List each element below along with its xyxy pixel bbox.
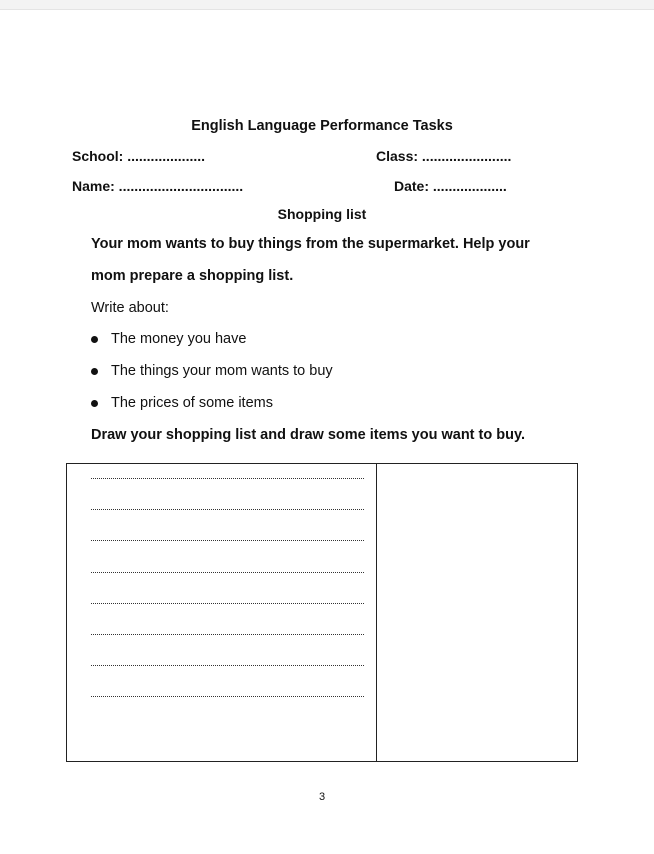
draw-instruction: Draw your shopping list and draw some items you want to buy. [91, 427, 525, 443]
bullet-list [91, 330, 333, 426]
list-item [91, 394, 333, 426]
writing-line[interactable] [91, 665, 364, 666]
section-subtitle: Shopping list [277, 206, 367, 222]
writing-line[interactable] [91, 634, 364, 635]
write-about-label: Write about: [91, 300, 169, 316]
class-field: Class: ....................... [376, 148, 512, 164]
instruction-line-2: mom prepare a shopping list. [91, 268, 294, 284]
name-field: Name: ................................ [72, 178, 244, 194]
bullet-dot-icon [91, 368, 98, 375]
writing-line[interactable] [91, 572, 364, 573]
bullet-dot-icon [91, 400, 98, 407]
page-top-edge [0, 0, 654, 10]
writing-line[interactable] [91, 696, 364, 697]
school-field: School: .................... [72, 148, 206, 164]
list-item [91, 362, 333, 394]
bullet-text: The prices of some items [111, 395, 273, 411]
bullet-text: The things your mom wants to buy [111, 363, 333, 379]
page-number: 3 [318, 791, 326, 803]
bullet-text: The money you have [111, 331, 247, 347]
writing-line[interactable] [91, 478, 364, 479]
list-item [91, 330, 333, 362]
writing-column[interactable] [67, 464, 377, 761]
date-field: Date: ................... [394, 178, 507, 194]
drawing-column[interactable] [377, 464, 577, 761]
bullet-dot-icon [91, 336, 98, 343]
writing-line[interactable] [91, 509, 364, 510]
worksheet-title: English Language Performance Tasks [191, 118, 453, 134]
writing-line[interactable] [91, 540, 364, 541]
answer-table [66, 463, 578, 762]
writing-line[interactable] [91, 603, 364, 604]
instruction-line-1: Your mom wants to buy things from the supermarket. Help your [91, 236, 530, 252]
